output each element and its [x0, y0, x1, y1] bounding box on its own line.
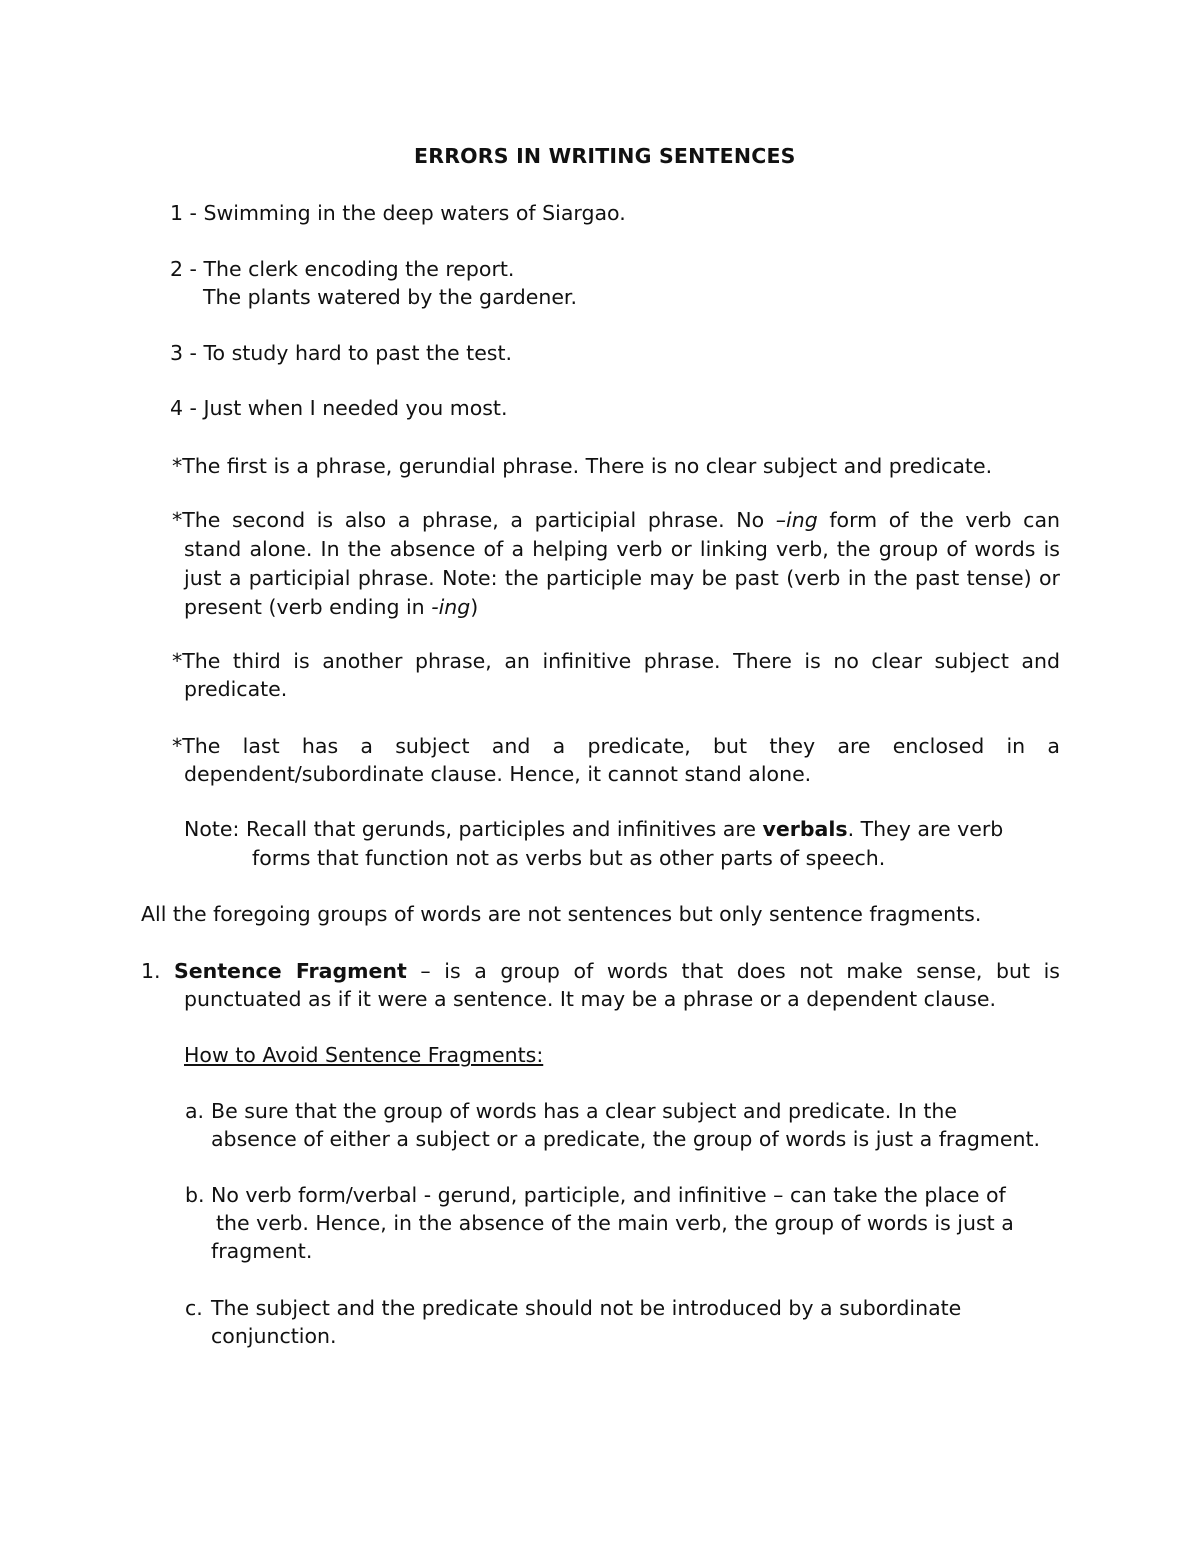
page-title: ERRORS IN WRITING SENTENCES	[414, 144, 796, 168]
explanation-second-line3: just a participial phrase. Note: the participle may be past (verb in the past tense) or	[184, 566, 1060, 590]
ing-emphasis: -ing	[431, 595, 471, 619]
explanation-last-line2: dependent/subordinate clause. Hence, it cannot stand alone.	[184, 762, 812, 786]
list-item-b-marker: b.	[185, 1183, 205, 1207]
list-item-c-line1: The subject and the predicate should not be introduced by a subordinate	[211, 1296, 962, 1320]
explanation-first: *The first is a phrase, gerundial phrase. There is no clear subject and predicate.	[172, 454, 993, 478]
note-line2: forms that function not as verbs but as other parts of speech.	[252, 846, 886, 870]
list-item-a-line1: Be sure that the group of words has a clear subject and predicate. In the	[211, 1099, 958, 1123]
list-item-b-line2: the verb. Hence, in the absence of the main verb, the group of words is just a	[216, 1211, 1014, 1235]
section-definition-line2: punctuated as if it were a sentence. It may be a phrase or a dependent clause.	[184, 987, 997, 1011]
summary-paragraph: All the foregoing groups of words are not sentences but only sentence fragments.	[141, 902, 982, 926]
explanation-second-line2: stand alone. In the absence of a helping verb or linking verb, the group of words is	[184, 537, 1060, 561]
explanation-last-line1: *The last has a subject and a predicate, but they are enclosed in a	[172, 734, 1060, 758]
subheading: How to Avoid Sentence Fragments:	[184, 1043, 544, 1067]
example-3: 3 - To study hard to past the test.	[170, 341, 513, 365]
section-term: Sentence Fragment	[174, 959, 407, 983]
explanation-third-line2: predicate.	[184, 677, 288, 701]
list-item-c-marker: c.	[185, 1296, 203, 1320]
list-item-b-line3: fragment.	[211, 1239, 313, 1263]
example-2-continued: The plants watered by the gardener.	[203, 285, 577, 309]
note-line1: Note: Recall that gerunds, participles and infinitives are verbals. They are verb	[184, 817, 1004, 841]
list-item-a-line2: absence of either a subject or a predicate, the group of words is just a fragment.	[211, 1127, 1041, 1151]
example-4: 4 - Just when I needed you most.	[170, 396, 508, 420]
ing-emphasis: –ing	[775, 508, 818, 532]
explanation-second-line1: *The second is also a phrase, a participial phrase. No –ing form of the verb can	[172, 508, 1060, 532]
section-number: 1.	[141, 959, 161, 983]
list-item-b-line1: No verb form/verbal - gerund, participle, and infinitive – can take the place of	[211, 1183, 1006, 1207]
verbals-term: verbals	[762, 817, 848, 841]
list-item-a-marker: a.	[185, 1099, 205, 1123]
example-2: 2 - The clerk encoding the report.	[170, 257, 515, 281]
explanation-second-line4: present (verb ending in -ing)	[184, 595, 479, 619]
explanation-third-line1: *The third is another phrase, an infinitive phrase. There is no clear subject and	[172, 649, 1060, 673]
example-1: 1 - Swimming in the deep waters of Siargao.	[170, 201, 626, 225]
section-definition-line1: Sentence Fragment – is a group of words that does not make sense, but is	[174, 959, 1060, 983]
list-item-c-line2: conjunction.	[211, 1324, 337, 1348]
